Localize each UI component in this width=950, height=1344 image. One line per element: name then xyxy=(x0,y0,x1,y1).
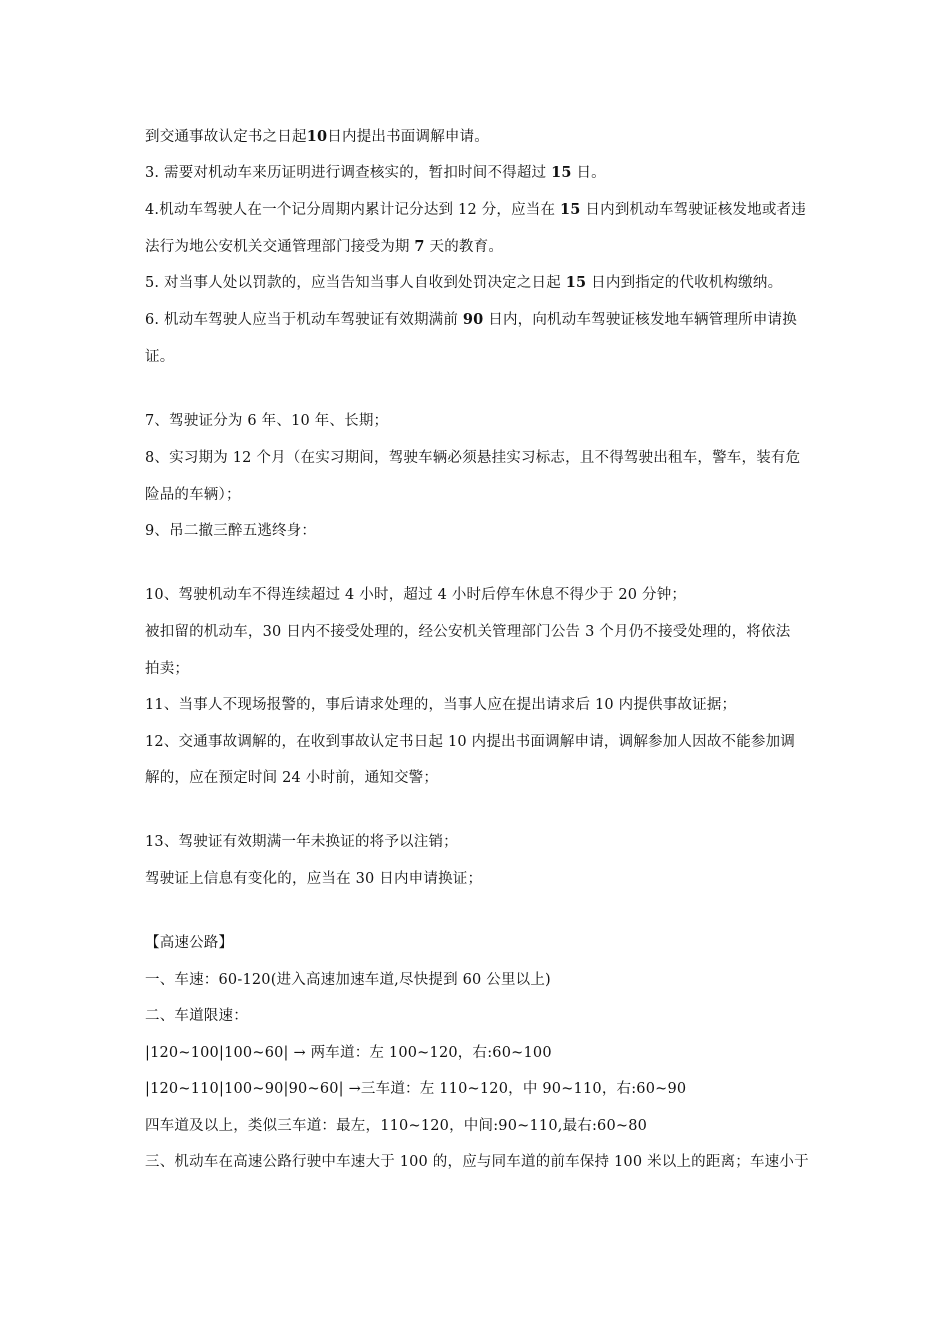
text-segment: 11、当事人不现场报警的，事后请求处理的，当事人应在提出请求后 10 内提供事故证据； xyxy=(145,697,737,713)
text-line xyxy=(145,732,825,752)
text-line xyxy=(145,585,825,605)
text-segment: 3. 需要对机动车来历证明进行调查核实的，暂扣时间不得超过 xyxy=(145,165,552,181)
text-segment: 日内到机动车驾驶证核发地或者违 xyxy=(580,202,806,218)
text-segment: 拍卖； xyxy=(145,661,190,677)
text-line xyxy=(145,200,825,220)
bold-number: 7 xyxy=(414,238,425,255)
text-segment: 解的，应在预定时间 24 小时前，通知交警； xyxy=(145,770,439,786)
text-segment: 4.机动车驾驶人在一个记分周期内累计记分达到 12 分，应当在 xyxy=(145,202,561,218)
text-line xyxy=(145,163,825,183)
text-line xyxy=(145,273,825,293)
text-line xyxy=(145,485,825,505)
text-line xyxy=(145,411,825,431)
text-segment: 日内，向机动车驾驶证核发地车辆管理所申请换 xyxy=(483,312,797,328)
bold-number: 15 xyxy=(551,164,572,181)
text-segment: 9、吊二撤三醉五逃终身： xyxy=(145,523,317,539)
text-line xyxy=(145,1006,825,1026)
text-line xyxy=(145,768,825,788)
text-line xyxy=(145,127,825,147)
text-segment: 证。 xyxy=(145,349,175,365)
text-segment: 13、驾驶证有效期满一年未换证的将予以注销； xyxy=(145,834,458,850)
text-line xyxy=(145,1043,825,1063)
text-segment: |120~100|100~60| → 两车道：左 100~120，右:60~100 xyxy=(145,1045,552,1061)
text-segment: 日内提出书面调解申请。 xyxy=(327,129,489,145)
bold-number: 15 xyxy=(565,274,587,291)
text-segment: 【高速公路】 xyxy=(145,935,234,951)
text-segment: 四车道及以上，类似三车道：最左，110~120，中间:90~110,最右:60~80 xyxy=(145,1118,648,1134)
text-line xyxy=(145,659,825,679)
text-segment: 10、驾驶机动车不得连续超过 4 小时，超过 4 小时后停车休息不得少于 20 分钟； xyxy=(145,587,687,603)
text-segment: 7、驾驶证分为 6 年、10 年、长期； xyxy=(145,413,389,429)
text-segment: 12、交通事故调解的，在收到事故认定书日起 10 内提出书面调解申请，调解参加人因故不能参加调 xyxy=(145,734,796,750)
text-line xyxy=(145,310,825,330)
text-segment: 日内到指定的代收机构缴纳。 xyxy=(586,275,783,291)
text-line xyxy=(145,237,825,257)
text-line xyxy=(145,622,825,642)
text-segment: 5. 对当事人处以罚款的，应当告知当事人自收到处罚决定之日起 xyxy=(145,275,566,291)
text-segment: 险品的车辆）； xyxy=(145,487,241,503)
bold-number: 90 xyxy=(462,311,484,328)
text-line xyxy=(145,869,825,889)
text-line xyxy=(145,1152,825,1172)
text-line xyxy=(145,521,825,541)
text-line xyxy=(145,1116,825,1136)
bold-number: 10 xyxy=(306,128,328,145)
text-line xyxy=(145,448,825,468)
text-segment: |120~110|100~90|90~60| →三车道：左 110~120，中 90~110，右:60~90 xyxy=(145,1081,687,1097)
text-segment: 6. 机动车驾驶人应当于机动车驾驶证有效期满前 xyxy=(145,312,463,328)
text-line xyxy=(145,1079,825,1099)
text-line xyxy=(145,695,825,715)
bold-number: 15 xyxy=(560,201,581,218)
text-segment: 被扣留的机动车，30 日内不接受处理的，经公安机关管理部门公告 3 个月仍不接受处理的，将依法 xyxy=(145,624,791,640)
text-segment: 日。 xyxy=(571,165,606,181)
text-segment: 驾驶证上信息有变化的，应当在 30 日内申请换证； xyxy=(145,871,483,887)
text-line xyxy=(145,970,825,990)
text-line xyxy=(145,347,825,367)
text-segment: 一、车速：60-120(进入高速加速车道,尽快提到 60 公里以上) xyxy=(145,972,551,988)
text-segment: 三、机动车在高速公路行驶中车速大于 100 的，应与同车道的前车保持 100 米以上的距离；车速小于 xyxy=(145,1154,809,1170)
text-segment: 8、实习期为 12 个月（在实习期间，驾驶车辆必须悬挂实习标志，且不得驾驶出租车，警车，装有危 xyxy=(145,450,801,466)
text-line xyxy=(145,832,825,852)
text-segment: 法行为地公安机关交通管理部门接受为期 xyxy=(145,239,415,255)
text-segment: 到交通事故认定书之日起 xyxy=(145,129,307,145)
text-segment: 天的教育。 xyxy=(424,239,504,255)
text-segment: 二、车道限速： xyxy=(145,1008,248,1024)
text-line xyxy=(145,933,825,953)
